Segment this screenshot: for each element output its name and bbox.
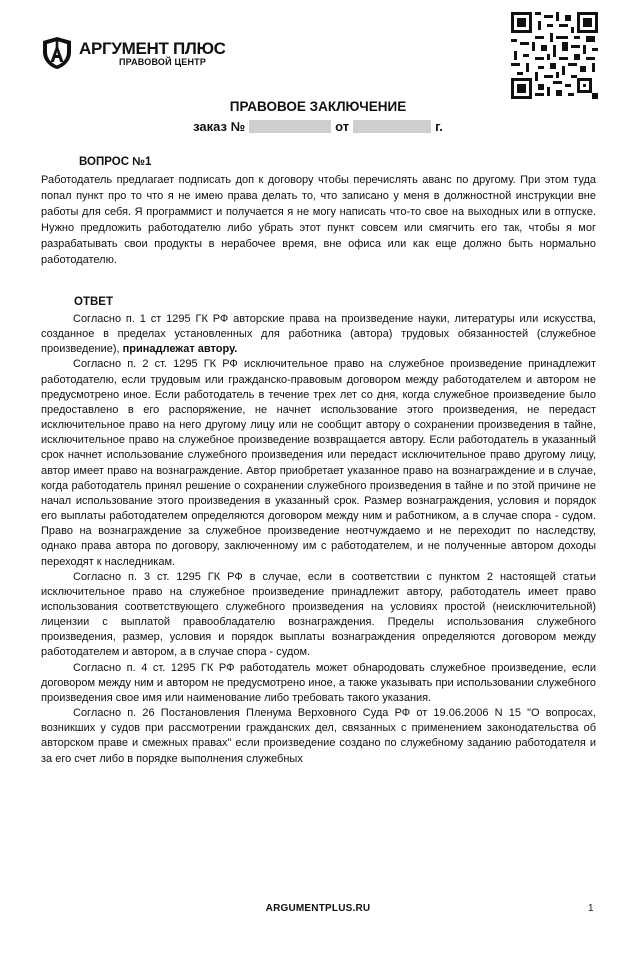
order-line	[0, 119, 636, 134]
question-text: Работодатель предлагает подписать доп к договору чтобы перечислять аванс по другому. При этом туда попал пункт про то что я не имею права делать то, что записано у меня в должностной инструкции вне работы для себя. Я программист и получается я не могу написать что-то свое на выходных или в отпуске. Нужно предложить работодателю либо убрать этот пункт совсем или смягчить его так, чтобы я мог разрабатывать свои продукты в нерабочее время, вне офиса или как еще должно быть нормально работодателю.	[41, 174, 596, 266]
footer-site: ARGUMENTPLUS.RU	[265, 903, 371, 914]
answer-paragraph-1-text: Согласно п. 1 ст 1295 ГК РФ авторские права на произведение науки, литературы или искусства, созданное в пределах установленных для работника (автора) трудовых обязанностей (служебное произведение),	[41, 313, 596, 356]
order-date-label: от	[335, 119, 350, 134]
shield-logo-icon	[41, 36, 73, 70]
redacted-order-date	[353, 120, 431, 133]
answer-paragraph-5: Согласно п. 26 Постановления Пленума Верховного Суда РФ от 19.06.2006 N 15 "О вопросах, возникших у судов при рассмотрении гражданских дел, связанных с применением законодательства об авторском праве и смежных правах" если произведение создано по служебному заданию работодателя и за его счет либо в порядке выполнения служебных	[41, 707, 596, 765]
question-heading: ВОПРОС №1	[79, 156, 152, 168]
page-number: 1	[588, 903, 594, 914]
answer-paragraph-2: Согласно п. 2 ст. 1295 ГК РФ исключительное право на служебное произведение принадлежит работодателю, если трудовым или гражданско-правовым договором между работодателем и автором не предусмотрено иное. Если работодатель в течение трех лет со дня, когда служебное произведение было предоставлено в его распоряжение, не начнет использование этого произведения, не передаст исключительное право на него другому лицу или не сообщит автору о сохранении произведения в тайне, исключительное право на служебное произведение возвращается автору. Если работодатель в указанный срок начнет использование служебного произведения или передаст исключительное право другому лицу, автор имеет право на вознаграждение. Автор приобретает указанное право на вознаграждение и в случае, когда работодатель принял решение о сохранении служебного произведения в тайне и по этой причине не начал использование этого произведения в указанный срок. Размер вознаграждения, условия и порядок его выплаты работодателем определяются договором между ним и работником, а в случае спора - судом. Право на вознаграждение за служебное произведение неотчуждаемо и не переходит по наследству, однако права автора по договору, заключенному им с работодателем, и не полученные автором доходы переходят к наследникам.	[41, 358, 596, 568]
answer-body	[41, 312, 596, 767]
document-title: ПРАВОВОЕ ЗАКЛЮЧЕНИЕ	[229, 99, 407, 114]
answer-paragraph-3: Согласно п. 3 ст. 1295 ГК РФ в случае, если в соответствии с пунктом 2 настоящей статьи исключительное право на служебное произведение принадлежит автору, работодатель имеет право использования соответствующего служебного произведения на условиях простой (неисключительной) лицензии с выплатой правообладателю вознаграждения. Пределы использования служебного произведения, размер, условия и порядок выплаты вознаграждения определяются договором между работодателем и автором, а в случае спора - судом.	[41, 570, 596, 659]
logo-subtitle: ПРАВОВОЙ ЦЕНТР	[119, 56, 207, 67]
order-prefix: заказ №	[193, 119, 246, 134]
answer-heading: ОТВЕТ	[74, 296, 113, 308]
qr-code-icon	[511, 12, 598, 99]
answer-paragraph-4: Согласно п. 4 ст. 1295 ГК РФ работодатель может обнародовать служебное произведение, если договором между ним и автором не предусмотрено иное, а также указывать при использовании служебного произведения свое имя или наименование либо требовать такого указания.	[41, 661, 596, 704]
redacted-order-number	[249, 120, 331, 133]
answer-paragraph-1	[41, 312, 596, 357]
logo-name: АРГУМЕНТ ПЛЮС	[79, 38, 226, 58]
answer-paragraph-1-bold: принадлежат автору.	[122, 343, 238, 356]
company-logo	[41, 36, 226, 70]
order-suffix: г.	[435, 119, 443, 134]
